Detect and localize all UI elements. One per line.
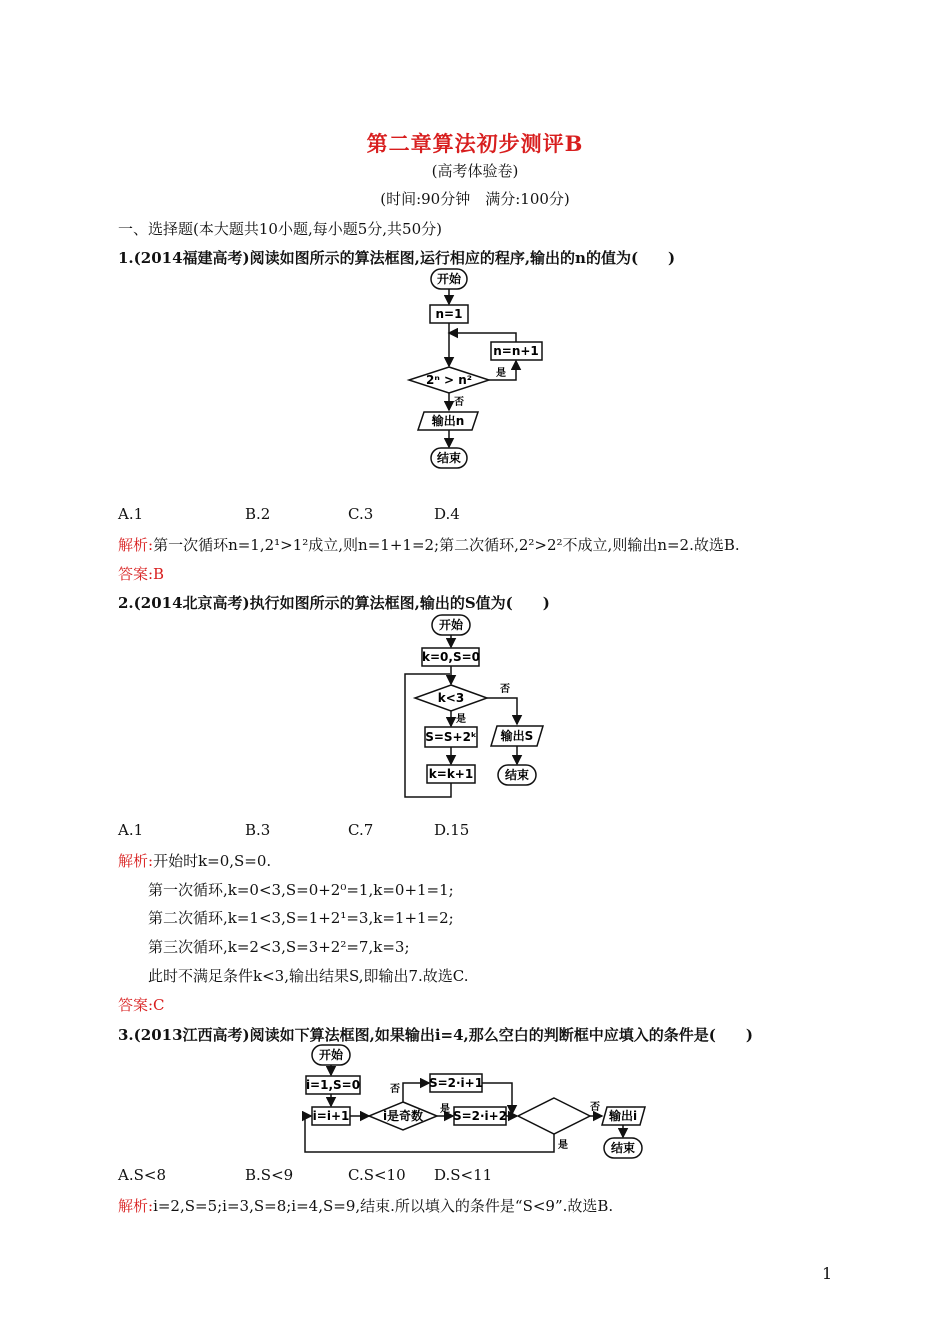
q3-yes-label-1: 是 xyxy=(440,1104,450,1115)
q1-cond-label: 2ⁿ > n² xyxy=(425,373,473,387)
section-heading: 一、选择题(本大题共10小题,每小题5分,共50分) xyxy=(118,220,442,238)
q1-flowchart xyxy=(400,266,560,476)
q2-analysis xyxy=(118,850,271,871)
q2-option-b: B.3 xyxy=(245,821,271,839)
q3-even-label: S=2·i+1 xyxy=(428,1076,484,1090)
q3-no-label-1: 否 xyxy=(390,1084,400,1095)
q2-analysis-label: 解析: xyxy=(118,852,154,870)
page-title: 第二章算法初步测评B xyxy=(366,131,584,156)
q3-yes-label-2: 是 xyxy=(558,1140,568,1151)
q3-no-label-2: 否 xyxy=(590,1102,600,1113)
q2-end-label: 结束 xyxy=(504,768,530,782)
q2-analysis-line-1: 开始时k=0,S=0. xyxy=(153,852,272,870)
q2-no-label: 否 xyxy=(500,684,510,695)
q2-analysis-line-4: 第三次循环,k=2<3,S=3+2²=7,k=3; xyxy=(148,938,410,956)
q3-analysis xyxy=(118,1195,613,1216)
q3-init-label: i=1,S=0 xyxy=(305,1078,361,1092)
q3-analysis-text: i=2,S=5;i=3,S=8;i=4,S=9,结束.所以填入的条件是“S<9”.故选B. xyxy=(153,1197,614,1215)
q1-option-d: D.4 xyxy=(434,505,460,523)
q3-option-a: A.S<8 xyxy=(118,1166,166,1184)
q3-analysis-label: 解析: xyxy=(118,1197,154,1215)
q2-analysis-line-5: 此时不满足条件k<3,输出结果S,即输出7.故选C. xyxy=(148,967,469,985)
q2-option-c: C.7 xyxy=(348,821,374,839)
q2-init-label: k=0,S=0 xyxy=(422,650,480,664)
q2-flowchart xyxy=(400,612,550,802)
q1-option-c: C.3 xyxy=(348,505,374,523)
q1-end-label: 结束 xyxy=(436,451,462,465)
q1-yes-label: 是 xyxy=(496,368,506,379)
q3-end-label: 结束 xyxy=(610,1141,636,1155)
q2-stem: 2.(2014北京高考)执行如图所示的算法框图,输出的S值为( ) xyxy=(118,594,550,612)
q3-option-b: B.S<9 xyxy=(245,1166,294,1184)
q2-analysis-line-3: 第二次循环,k=1<3,S=1+2¹=3,k=1+1=2; xyxy=(148,909,454,927)
q3-option-d: D.S<11 xyxy=(434,1166,493,1184)
q3-flowchart xyxy=(298,1042,648,1164)
page-number: 1 xyxy=(822,1264,833,1283)
q3-start-label: 开始 xyxy=(318,1048,344,1062)
q1-output-label: 输出n xyxy=(431,414,465,428)
q2-option-d: D.15 xyxy=(434,821,470,839)
q2-option-a: A.1 xyxy=(118,821,144,839)
q2-analysis-line-2: 第一次循环,k=0<3,S=0+2⁰=1,k=0+1=1; xyxy=(148,881,454,899)
q1-answer: 答案:B xyxy=(118,565,165,583)
q2-body-label: S=S+2ᵏ xyxy=(425,730,477,744)
q3-option-c: C.S<10 xyxy=(348,1166,406,1184)
q3-cond-label: i是奇数 xyxy=(382,1109,424,1123)
q2-update-label: k=k+1 xyxy=(428,767,474,781)
q1-option-a: A.1 xyxy=(118,505,144,523)
q3-output-label: 输出i xyxy=(608,1109,638,1123)
q2-start-label: 开始 xyxy=(438,618,464,632)
q1-option-b: B.2 xyxy=(245,505,271,523)
q1-init-label: n=1 xyxy=(435,307,463,321)
q3-update-label: i=i+1 xyxy=(312,1109,350,1123)
q1-stem: 1.(2014福建高考)阅读如图所示的算法框图,运行相应的程序,输出的n的值为( ) xyxy=(118,249,676,267)
q2-answer: 答案:C xyxy=(118,996,165,1014)
subtitle: (高考体验卷) xyxy=(431,162,519,180)
q1-analysis-label: 解析: xyxy=(118,536,154,554)
q2-cond-label: k<3 xyxy=(437,691,465,705)
q3-blank-cond-diamond xyxy=(518,1098,590,1134)
q1-start-label: 开始 xyxy=(436,272,462,286)
q3-odd-label: S=2·i+2 xyxy=(452,1109,508,1123)
exam-meta: (时间:90分钟 满分:100分) xyxy=(380,190,570,208)
q1-update-label: n=n+1 xyxy=(493,344,539,358)
q1-analysis-text: 第一次循环n=1,2¹>1²成立,则n=1+1=2;第二次循环,2²>2²不成立,则输出n=2.故选B. xyxy=(153,536,740,554)
q1-no-label: 否 xyxy=(454,397,464,408)
q1-analysis xyxy=(118,534,740,555)
q3-stem: 3.(2013江西高考)阅读如下算法框图,如果输出i=4,那么空白的判断框中应填入的条件是( ) xyxy=(118,1026,753,1044)
q2-yes-label: 是 xyxy=(456,714,466,725)
q2-output-label: 输出S xyxy=(500,729,534,743)
